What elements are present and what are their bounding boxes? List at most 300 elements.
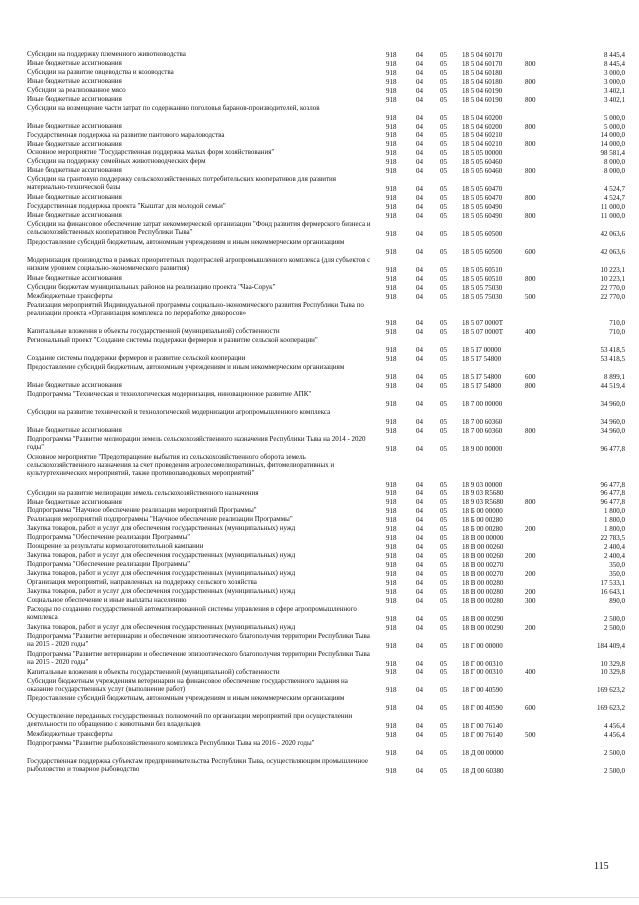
row-subsection-code: 05 [440, 185, 447, 194]
row-name: Основное мероприятие "Предотвращение выбытия из сельскохозяйственного оборота земель сельскохозяйственного назначения за счет проведения агролесомелиоративных, фитомелиоративных и культуртехнических мероприятий, также противопаводковых мероприятий" [27, 452, 335, 477]
row-name: Реализация мероприятий Индивидуальной программы социально-экономического развития Республики Тыва по реализации проекта «Организация комплекса по переработке дикоросов» [27, 300, 364, 317]
row-name: Субсидии на развитие технической и технологической модернизации агропромышленного комплекса [27, 408, 331, 416]
row-ministry-code: 918 [386, 570, 397, 579]
row-ministry-code: 918 [386, 399, 397, 408]
row-ministry-code: 918 [386, 140, 397, 149]
row-amount: 5 000,0 [604, 113, 625, 122]
row-expense-type-code: 200 [525, 570, 536, 579]
row-ministry-code: 918 [386, 50, 397, 59]
row-name: Предоставление субсидий бюджетным, автономным учреждениям и иным некоммерческим организациям [27, 237, 345, 246]
row-section-code: 04 [416, 587, 423, 596]
row-name: Поощрение за результаты кормозаготовительной кампании [27, 542, 204, 551]
row-subsection-code: 05 [440, 731, 447, 740]
row-amount: 44 519,4 [600, 382, 625, 391]
table-row [0, 605, 639, 623]
row-target-code: 18 5 04 60170 [462, 50, 503, 59]
row-section-code: 04 [416, 570, 423, 579]
row-target-code: 18 Г 00 76140 [462, 722, 503, 731]
row-section-code: 04 [416, 596, 423, 605]
row-subsection-code: 05 [440, 444, 447, 453]
table-row [0, 327, 639, 336]
table-row [0, 632, 639, 650]
row-target-code: 18 5 05 60500 [462, 247, 503, 256]
row-amount: 1 800,0 [604, 516, 625, 525]
row-name: Региональный проект "Создание системы поддержки фермеров и развитие сельской кооперации" [27, 336, 318, 345]
row-subsection-code: 05 [440, 319, 447, 328]
row-expense-type-code: 200 [525, 552, 536, 561]
row-subsection-code: 05 [440, 561, 447, 570]
row-target-code: 18 5 05 60470 [462, 194, 503, 203]
row-section-code: 04 [416, 525, 423, 534]
row-name: Закупка товаров, работ и услуг для обеспечения государственных (муниципальных) нужд [27, 524, 296, 533]
row-subsection-code: 05 [440, 722, 447, 731]
row-ministry-code: 918 [386, 355, 397, 364]
table-row [0, 104, 639, 122]
row-target-code: 18 Г 00 00310 [462, 659, 503, 668]
row-subsection-code: 05 [440, 265, 447, 274]
row-amount: 2 500,0 [604, 749, 625, 758]
row-ministry-code: 918 [386, 59, 397, 68]
row-amount: 10 223,1 [600, 265, 625, 274]
row-ministry-code: 918 [386, 346, 397, 355]
row-ministry-code: 918 [386, 543, 397, 552]
row-expense-type-code: 400 [525, 328, 536, 337]
row-section-code: 04 [416, 543, 423, 552]
row-amount: 4 456,4 [604, 722, 625, 731]
table-row [0, 524, 639, 533]
row-subsection-code: 05 [440, 149, 447, 158]
row-name: Субсидии на развитие мелиорации земель сельскохозяйственного назначения [27, 488, 259, 497]
row-target-code: 18 9 03 00000 [462, 480, 503, 489]
table-row [0, 95, 639, 104]
row-subsection-code: 05 [440, 274, 447, 283]
row-subsection-code: 05 [440, 247, 447, 256]
row-expense-type-code: 800 [525, 498, 536, 507]
page-number: 115 [594, 861, 609, 872]
row-expense-type-code: 800 [525, 274, 536, 283]
row-subsection-code: 05 [440, 516, 447, 525]
row-subsection-code: 05 [440, 480, 447, 489]
row-subsection-code: 05 [440, 212, 447, 221]
row-amount: 34 960,0 [600, 417, 625, 426]
row-subsection-code: 05 [440, 86, 447, 95]
row-section-code: 04 [416, 480, 423, 489]
row-ministry-code: 918 [386, 68, 397, 77]
row-expense-type-code: 600 [525, 373, 536, 382]
row-amount: 4 456,4 [604, 731, 625, 740]
row-subsection-code: 05 [440, 167, 447, 176]
row-name: Межбюджетные трансферты [27, 730, 113, 739]
row-amount: 17 533,1 [600, 578, 625, 587]
row-amount: 10 223,1 [600, 274, 625, 283]
row-ministry-code: 918 [386, 722, 397, 731]
table-row [0, 569, 639, 578]
row-section-code: 04 [416, 274, 423, 283]
row-section-code: 04 [416, 561, 423, 570]
row-name: Подпрограмма "Техническая и технологическая модернизация, инновационное развитие АПК" [27, 390, 312, 399]
row-subsection-code: 05 [440, 543, 447, 552]
row-expense-type-code: 600 [525, 247, 536, 256]
row-expense-type-code: 500 [525, 731, 536, 740]
row-target-code: 18 7 00 60360 [462, 417, 503, 426]
row-ministry-code: 918 [386, 417, 397, 426]
row-name: Субсидии бюджетным учреждениям ветеринарии на финансовое обеспечение государственного задания на оказание государственных услуг (выполнение работ) [27, 676, 348, 693]
table-row [0, 175, 639, 193]
row-target-code: 18 Г 00 00000 [462, 641, 503, 650]
row-expense-type-code: 200 [525, 623, 536, 632]
row-section-code: 04 [416, 149, 423, 158]
table-row [0, 506, 639, 515]
row-target-code: 18 Г 00 40590 [462, 704, 503, 713]
row-subsection-code: 05 [440, 766, 447, 775]
row-amount: 5 000,0 [604, 122, 625, 131]
row-subsection-code: 05 [440, 140, 447, 149]
row-ministry-code: 918 [386, 516, 397, 525]
row-expense-type-code: 200 [525, 525, 536, 534]
row-amount: 184 409,4 [597, 641, 625, 650]
row-section-code: 04 [416, 722, 423, 731]
row-amount: 169 623,2 [597, 704, 625, 713]
table-row [0, 551, 639, 560]
row-name: Субсидии на возмещение части затрат по содержанию поголовья баранов-производителей, козлов [27, 103, 320, 112]
table-row [0, 238, 639, 256]
row-name: Организация мероприятий, направленных на поддержку сельского хозяйства [27, 578, 257, 587]
row-name: Расходы по созданию государственной автоматизированной системы управления в сфере агропромышленного комплекса [27, 604, 357, 621]
row-target-code: 18 5 04 60190 [462, 95, 503, 104]
row-section-code: 04 [416, 659, 423, 668]
row-amount: 4 524,7 [604, 194, 625, 203]
table-row [0, 426, 639, 435]
row-name: Предоставление субсидий бюджетным, автономным учреждениям и иным некоммерческим организациям [27, 363, 345, 372]
row-ministry-code: 918 [386, 212, 397, 221]
row-amount: 169 623,2 [597, 686, 625, 695]
row-section-code: 04 [416, 534, 423, 543]
row-section-code: 04 [416, 623, 423, 632]
table-row [0, 381, 639, 390]
row-target-code: 18 5 I7 54800 [462, 355, 502, 364]
row-target-code: 18 5 04 60180 [462, 68, 503, 77]
table-row [0, 363, 639, 381]
table-row [0, 739, 639, 757]
row-name: Иные бюджетные ассигнования [27, 381, 122, 390]
row-ministry-code: 918 [386, 623, 397, 632]
table-row [0, 453, 639, 489]
row-subsection-code: 05 [440, 399, 447, 408]
row-name: Межбюджетные трансферты [27, 291, 113, 300]
row-section-code: 04 [416, 444, 423, 453]
row-target-code: 18 7 00 60360 [462, 426, 503, 435]
table-row [0, 256, 639, 274]
row-ministry-code: 918 [386, 766, 397, 775]
row-ministry-code: 918 [386, 614, 397, 623]
row-target-code: 18 В 00 00270 [462, 570, 504, 579]
row-name: Закупка товаров, работ и услуг для обеспечения государственных (муниципальных) нужд [27, 569, 296, 578]
row-subsection-code: 05 [440, 194, 447, 203]
table-row [0, 301, 639, 328]
row-section-code: 04 [416, 399, 423, 408]
table-row [0, 354, 639, 363]
row-ministry-code: 918 [386, 194, 397, 203]
row-amount: 96 477,8 [600, 489, 625, 498]
row-subsection-code: 05 [440, 292, 447, 301]
table-row [0, 435, 639, 453]
row-subsection-code: 05 [440, 525, 447, 534]
row-name: Иные бюджетные ассигнования [27, 121, 122, 130]
row-target-code: 18 Б 00 00000 [462, 507, 503, 516]
row-subsection-code: 05 [440, 426, 447, 435]
row-target-code: 18 9 03 R5680 [462, 498, 504, 507]
row-section-code: 04 [416, 498, 423, 507]
table-row [0, 757, 639, 775]
row-subsection-code: 05 [440, 113, 447, 122]
row-name: Субсидии на финансовое обеспечение затрат некоммерческой организации "Фонд развития фермерского бизнеса и сельскохозяйственных кооперативов Республики Тыва" [27, 220, 371, 237]
table-row [0, 596, 639, 605]
row-name: Иные бюджетные ассигнования [27, 193, 122, 202]
row-ministry-code: 918 [386, 507, 397, 516]
row-subsection-code: 05 [440, 641, 447, 650]
row-target-code: 18 В 00 00260 [462, 552, 504, 561]
row-section-code: 04 [416, 122, 423, 131]
row-expense-type-code: 500 [525, 292, 536, 301]
row-target-code: 18 Д 00 60380 [462, 766, 504, 775]
row-name: Подпрограмма "Развитие мелиорации земель сельскохозяйственного назначения Республики Тыва на 2014 - 2020 годы" [27, 434, 366, 451]
row-subsection-code: 05 [440, 283, 447, 292]
row-name: Государственная поддержка субъектам предпринимательства Республики Тыва, осуществляющим промышленное рыболовство и товарное рыбоводство [27, 757, 368, 774]
row-subsection-code: 05 [440, 328, 447, 337]
row-amount: 350,0 [609, 570, 625, 579]
row-target-code: 18 5 04 60200 [462, 113, 503, 122]
row-name: Субсидии на поддержку семейных животноводческих ферм [27, 157, 206, 166]
row-expense-type-code: 800 [525, 95, 536, 104]
row-target-code: 18 Д 00 00000 [462, 749, 504, 758]
table-row [0, 283, 639, 292]
row-target-code: 18 5 05 60500 [462, 229, 503, 238]
row-section-code: 04 [416, 319, 423, 328]
row-section-code: 04 [416, 614, 423, 623]
row-name: Подпрограмма "Обеспечение реализации Программы" [27, 560, 191, 569]
row-section-code: 04 [416, 355, 423, 364]
row-section-code: 04 [416, 50, 423, 59]
row-section-code: 04 [416, 185, 423, 194]
row-name: Иные бюджетные ассигнования [27, 497, 122, 506]
row-name: Субсидии за реализованное мясо [27, 85, 126, 94]
row-target-code: 18 5 04 60190 [462, 86, 503, 95]
row-subsection-code: 05 [440, 507, 447, 516]
table-row [0, 131, 639, 140]
row-subsection-code: 05 [440, 373, 447, 382]
table-row [0, 712, 639, 730]
row-ministry-code: 918 [386, 578, 397, 587]
row-section-code: 04 [416, 77, 423, 86]
row-section-code: 04 [416, 668, 423, 677]
row-amount: 11 000,0 [600, 212, 625, 221]
row-ministry-code: 918 [386, 641, 397, 650]
row-target-code: 18 Г 00 76140 [462, 731, 503, 740]
row-subsection-code: 05 [440, 158, 447, 167]
row-subsection-code: 05 [440, 570, 447, 579]
table-row [0, 650, 639, 668]
row-name: Субсидии на грантовую поддержку сельскохозяйственных потребительских кооперативов для развития материально-технической базы [27, 175, 337, 192]
row-name: Иные бюджетные ассигнования [27, 273, 122, 282]
row-ministry-code: 918 [386, 158, 397, 167]
table-row [0, 122, 639, 131]
row-section-code: 04 [416, 292, 423, 301]
row-amount: 16 643,1 [600, 587, 625, 596]
row-section-code: 04 [416, 417, 423, 426]
row-ministry-code: 918 [386, 731, 397, 740]
row-ministry-code: 918 [386, 265, 397, 274]
row-ministry-code: 918 [386, 704, 397, 713]
table-row [0, 694, 639, 712]
row-target-code: 18 5 05 60490 [462, 203, 503, 212]
row-amount: 4 524,7 [604, 185, 625, 194]
row-expense-type-code: 800 [525, 426, 536, 435]
row-section-code: 04 [416, 749, 423, 758]
row-expense-type-code: 800 [525, 140, 536, 149]
row-amount: 8 445,4 [604, 59, 625, 68]
row-amount: 34 960,0 [600, 399, 625, 408]
table-row [0, 623, 639, 632]
row-amount: 2 500,0 [604, 766, 625, 775]
table-row [0, 587, 639, 596]
row-ministry-code: 918 [386, 247, 397, 256]
row-amount: 42 063,6 [600, 229, 625, 238]
table-row [0, 211, 639, 220]
row-ministry-code: 918 [386, 498, 397, 507]
row-name: Подпрограмма "Обеспечение реализации Программы" [27, 533, 191, 542]
row-ministry-code: 918 [386, 283, 397, 292]
row-amount: 8 000,0 [604, 158, 625, 167]
row-amount: 710,0 [609, 319, 625, 328]
row-name: Закупка товаров, работ и услуг для обеспечения государственных (муниципальных) нужд [27, 551, 296, 560]
row-amount: 53 418,5 [600, 355, 625, 364]
row-section-code: 04 [416, 95, 423, 104]
row-target-code: 18 5 04 60180 [462, 77, 503, 86]
row-section-code: 04 [416, 731, 423, 740]
row-amount: 2 400,4 [604, 552, 625, 561]
table-row [0, 292, 639, 301]
row-section-code: 04 [416, 346, 423, 355]
row-ministry-code: 918 [386, 274, 397, 283]
row-section-code: 04 [416, 140, 423, 149]
row-ministry-code: 918 [386, 167, 397, 176]
row-subsection-code: 05 [440, 498, 447, 507]
table-row [0, 50, 639, 59]
row-amount: 22 783,5 [600, 534, 625, 543]
row-target-code: 18 5 05 75030 [462, 283, 503, 292]
row-target-code: 18 5 05 00000 [462, 149, 503, 158]
row-subsection-code: 05 [440, 229, 447, 238]
row-subsection-code: 05 [440, 614, 447, 623]
scan-edge [0, 897, 639, 898]
row-target-code: 18 9 03 R5680 [462, 489, 504, 498]
table-row [0, 140, 639, 149]
row-expense-type-code: 800 [525, 122, 536, 131]
row-ministry-code: 918 [386, 149, 397, 158]
row-target-code: 18 В 00 00270 [462, 561, 504, 570]
row-name: Государственная поддержка на развитие пантового мараловодства [27, 130, 225, 139]
row-section-code: 04 [416, 578, 423, 587]
row-amount: 10 329,8 [600, 659, 625, 668]
row-subsection-code: 05 [440, 346, 447, 355]
row-name: Подпрограмма "Развитие рыбохозяйственного комплекса Республики Тыва на 2016 - 2020 годы" [27, 739, 315, 748]
row-expense-type-code: 600 [525, 704, 536, 713]
row-expense-type-code: 800 [525, 382, 536, 391]
row-amount: 890,0 [609, 596, 625, 605]
row-name: Социальное обеспечение и иные выплаты населению [27, 595, 187, 604]
row-section-code: 04 [416, 489, 423, 498]
row-expense-type-code: 300 [525, 596, 536, 605]
table-row [0, 668, 639, 677]
row-target-code: 18 5 07 0000Т [462, 328, 504, 337]
row-target-code: 18 5 I7 00000 [462, 346, 502, 355]
row-ministry-code: 918 [386, 749, 397, 758]
row-subsection-code: 05 [440, 77, 447, 86]
row-section-code: 04 [416, 59, 423, 68]
row-amount: 53 418,5 [600, 346, 625, 355]
row-amount: 22 770,0 [600, 292, 625, 301]
table-row [0, 157, 639, 166]
row-ministry-code: 918 [386, 534, 397, 543]
row-name: Создание системы поддержки фермеров и развитие сельской кооперации [27, 354, 246, 363]
row-name: Государственная поддержка проекта "Кыштаг для молодой семьи" [27, 202, 226, 211]
row-amount: 710,0 [609, 328, 625, 337]
row-expense-type-code: 800 [525, 167, 536, 176]
row-amount: 34 960,0 [600, 426, 625, 435]
table-row [0, 220, 639, 238]
row-amount: 14 000,0 [600, 131, 625, 140]
row-target-code: 18 В 00 00290 [462, 614, 504, 623]
row-subsection-code: 05 [440, 131, 447, 140]
row-ministry-code: 918 [386, 552, 397, 561]
row-subsection-code: 05 [440, 417, 447, 426]
row-amount: 96 477,8 [600, 498, 625, 507]
row-target-code: 18 Б 00 00280 [462, 516, 503, 525]
row-amount: 96 477,8 [600, 480, 625, 489]
row-ministry-code: 918 [386, 95, 397, 104]
row-amount: 8 000,0 [604, 167, 625, 176]
row-subsection-code: 05 [440, 95, 447, 104]
table-row [0, 166, 639, 175]
table-row [0, 730, 639, 739]
row-target-code: 18 7 00 00000 [462, 399, 503, 408]
table-row [0, 489, 639, 498]
row-section-code: 04 [416, 516, 423, 525]
row-target-code: 18 9 00 00000 [462, 444, 503, 453]
table-row [0, 542, 639, 551]
row-target-code: 18 В 00 00280 [462, 596, 504, 605]
row-amount: 11 000,0 [600, 203, 625, 212]
row-subsection-code: 05 [440, 587, 447, 596]
row-target-code: 18 5 05 60460 [462, 167, 503, 176]
row-amount: 22 770,0 [600, 283, 625, 292]
row-section-code: 04 [416, 265, 423, 274]
row-ministry-code: 918 [386, 686, 397, 695]
table-row [0, 336, 639, 354]
table-row [0, 148, 639, 157]
row-subsection-code: 05 [440, 704, 447, 713]
row-target-code: 18 5 05 60460 [462, 158, 503, 167]
row-ministry-code: 918 [386, 596, 397, 605]
row-amount: 2 500,0 [604, 614, 625, 623]
row-subsection-code: 05 [440, 552, 447, 561]
row-section-code: 04 [416, 328, 423, 337]
row-name: Модернизация производства в рамках приоритетных подотраслей агропромышленного комплекса (для субъектов с низким уровнем социально-экономического развития) [27, 255, 371, 272]
row-name: Иные бюджетные ассигнования [27, 94, 122, 103]
row-amount: 350,0 [609, 561, 625, 570]
row-subsection-code: 05 [440, 489, 447, 498]
row-ministry-code: 918 [386, 373, 397, 382]
